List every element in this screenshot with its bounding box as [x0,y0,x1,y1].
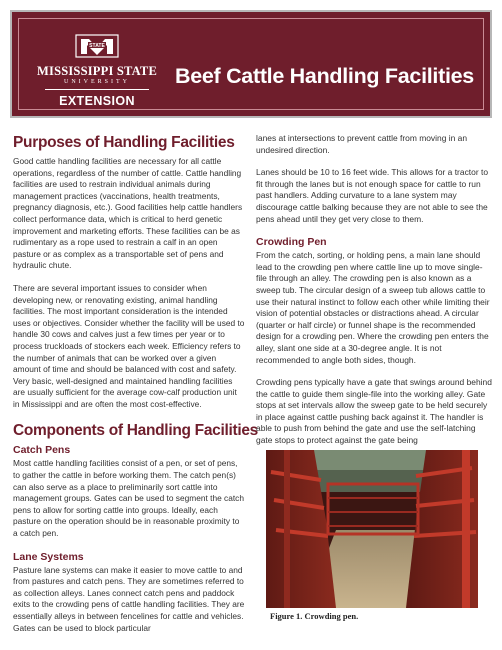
paragraph-purposes-1: Good cattle handling facilities are necessary for all cattle operations, regardless of the number of cattle. Cattle handling facilities are used to restrain individual animals during management practices (vaccinations, health treatments, pregnancy diagnosis, etc.). Good facilities help cattle handlers collect performance data, which is critical to herd genetic improvement and marketing efforts. These facilities can be as rudimentary as a rope used to restrain a calf in an open pasture or as complex as a transportable set of pens and hydraulic chute. [13,156,243,271]
logo-university-name: MISSISSIPPI STATE [37,64,157,78]
msu-m-logo-icon [75,34,119,58]
paragraph-lanes-continued: lanes at intersections to prevent cattle from moving in an undesired direction. [256,133,468,155]
header-banner [10,10,492,118]
subheading-lane-systems: Lane Systems [13,550,84,563]
logo-extension-label: EXTENSION [59,94,135,108]
paragraph-lane-systems: Pasture lane systems can make it easier to move cattle to and from pastures and catch pens. They are sometimes referred to as collection alleys. Lanes connect catch pens and paddock exits to the crowding pens of cattle handling facilities. They are essentially alleys in between fencelines for cattle and vehicles. Gates can be used to block particular [13,564,245,633]
paragraph-crowding-pen-2: Crowding pens typically have a gate that swings around behind the cattle to guide them single-file into the working alley. Gate stops at set intervals allow the sweep gate to be held securely in place against cattle pushing back against it. The handler is able to push from behind the gate and use the self-latching gate stops to protect against the gate being [256,377,492,446]
document-title: Beef Cattle Handling Facilities [175,64,474,88]
paragraph-catch-pens: Most cattle handling facilities consist of a pen, or set of pens, to gather the cattle in before working them. The catch pen(s) can also serve as a place to preliminarily sort cattle into management groups. Gates can be used to segment the catch pens to allow for sorting cattle into groups. Ideally, each pasture on the operation should be in reasonable proximity to a catch pen. [13,458,244,539]
left-column [13,133,259,645]
right-column [256,133,492,458]
paragraph-crowding-pen-1: From the catch, sorting, or holding pens, a main lane should lead to the crowding pen where cattle line up to move single-file through an alley. The crowding pen is also known as a sweep tub. The circular design of a sweep tub allows cattle to use their natural instinct to follow each other while limiting their vision of potential obstacles or distractions ahead. A circular (quarter or half circle) or funnel shape is the recommended design for a crowding pen. Where the crowding pen enters the alley, slant one side at a 30-degree angle. It is not recommended to angle both sides, though. [256,250,490,365]
logo-mark-text: STATE [89,43,105,49]
paragraph-lane-width: Lanes should be 10 to 16 feet wide. This allows for a tractor to fit through the lanes but is not enough space for cattle to run past handlers. Adding curvature to a lane system may discourage cattle balking because they are not able to see the pens ahead until they get very close to them. [256,167,489,224]
crowding-pen-illustration [266,450,478,608]
logo-university-label: UNIVERSITY [64,79,130,85]
section-heading-components: Components of Handling Facilities [13,422,259,440]
subheading-catch-pens: Catch Pens [13,444,71,457]
figure-caption: Figure 1. Crowding pen. [270,611,359,621]
subheading-crowding-pen: Crowding Pen [256,236,327,249]
msu-extension-logo [32,34,162,112]
section-heading-purposes: Purposes of Handling Facilities [13,134,235,151]
crowding-pen-photo [266,450,478,608]
paragraph-purposes-2: There are several important issues to consider when developing new, or renovating existing, animal handling facilities. The most important consideration is the intended uses or objectives. Consider whether the facility will be used to handle 30 cows and calves just a few times per year or to process truckloads of stockers each week. Efficiency refers to the number of animals that can be worked over a given amount of time and should be balanced with cost and safety. Very basic, well-designed and maintained handling facilities are usually sufficient for the average cow-calf production unit in Mississippi and are often the most cost-effective. [13,282,245,409]
logo-divider [45,89,149,90]
